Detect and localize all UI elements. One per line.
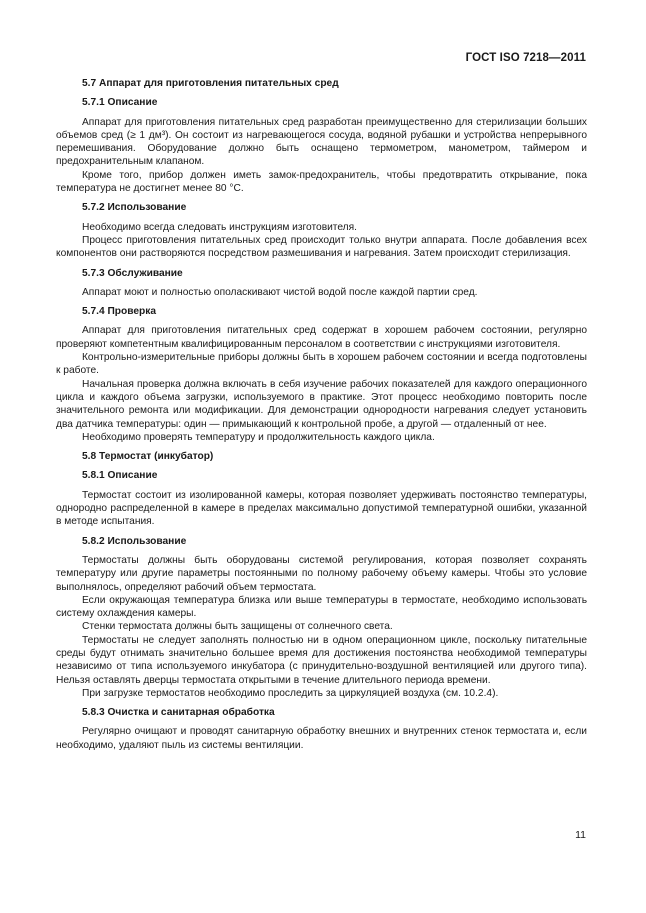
paragraph: Термостаты должны быть оборудованы системой регулирования, которая позволяет сохранять температуру или другие параметры постоянными по полному рабочему объему камеры. Чтобы это условие выполнялось, определяют рабочий объем термостата.: [56, 554, 587, 593]
section-heading: 5.7.3 Обслуживание: [82, 267, 183, 279]
paragraph: Стенки термостата должны быть защищены от солнечного света.: [82, 621, 393, 633]
paragraph: Необходимо всегда следовать инструкциям изготовителя.: [82, 221, 357, 233]
section-heading: 5.8.2 Использование: [82, 535, 187, 547]
paragraph: При загрузке термостатов необходимо проследить за циркуляцией воздуха (см. 10.2.4).: [82, 687, 499, 699]
document-body: [56, 77, 587, 752]
paragraph: Процесс приготовления питательных сред происходит только внутри аппарата. После добавления всех компонентов они растворяются посредством размешивания и нагревания. Затем происходит стерилизация.: [56, 234, 587, 260]
paragraph: Начальная проверка должна включать в себя изучение рабочих показателей для каждого операционного цикла и каждого объема загрузки, используемого в практике. Этот процесс необходимо повторить после значительного ремонта или модификации. Для демонстрации однородности нагревания следует установить два датчика температуры: один — примыкающий к контрольной пробе, а другой — отдаленный от нее.: [56, 378, 587, 430]
standard-header: ГОСТ ISO 7218—2011: [465, 52, 586, 64]
page-number: 11: [575, 829, 586, 841]
paragraph: Термостат состоит из изолированной камеры, которая позволяет удерживать постоянство температуры, однородно распределенной в камере в пределах максимально допустимой температурной ошибки, указанной в методе испытания.: [56, 489, 587, 528]
paragraph: Термостаты не следует заполнять полностью ни в одном операционном цикле, поскольку питательные среды будут отнимать значительно большее время для достижения постоянства необходимой температуры независимо от типа используемого инкубатора (с принудительно-воздушной вентиляцией или другого типа). Нельзя оставлять дверцы термостата открытыми в течение длительного периода времени.: [56, 634, 587, 686]
paragraph: Аппарат для приготовления питательных сред разработан преимущественно для стерилизации больших объемов сред (≥ 1 дм³). Он состоит из нагревающегося сосуда, водяной рубашки и устройства непрерывного перемешивания. Оборудование должно быть оснащено термометром, манометром, таймером и предохранительным клапаном.: [56, 116, 587, 168]
paragraph: Регулярно очищают и проводят санитарную обработку внешних и внутренних стенок термостата и, если необходимо, удаляют пыль из системы вентиляции.: [56, 726, 587, 751]
section-heading: 5.8 Термостат (инкубатор): [82, 451, 214, 463]
paragraph: Аппарат для приготовления питательных сред содержат в хорошем рабочем состоянии, регулярно проверяют компетентным квалифицированным персоналом в соответствии с инструкциями изготовителя.: [56, 325, 587, 350]
section-heading: 5.7.2 Использование: [82, 202, 187, 214]
section-heading: 5.7.1 Описание: [82, 97, 158, 109]
section-heading: 5.7 Аппарат для приготовления питательных сред: [82, 78, 339, 89]
section-heading: 5.8.3 Очистка и санитарная обработка: [82, 707, 275, 719]
section-heading: 5.7.4 Проверка: [82, 306, 157, 318]
paragraph: Необходимо проверять температуру и продолжительность каждого цикла.: [82, 431, 435, 443]
paragraph: Если окружающая температура близка или выше температуры в термостате, необходимо использовать систему охлаждения камеры.: [56, 594, 587, 620]
section-heading: 5.8.1 Описание: [82, 470, 158, 482]
paragraph: Контрольно-измерительные приборы должны быть в хорошем рабочем состоянии и всегда подготовлены к работе.: [56, 352, 587, 377]
paragraph: Кроме того, прибор должен иметь замок-предохранитель, чтобы предотвратить открывание, пока температура не достигнет менее 80 °С.: [56, 169, 587, 195]
paragraph: Аппарат моют и полностью ополаскивают чистой водой после каждой партии сред.: [82, 286, 478, 298]
